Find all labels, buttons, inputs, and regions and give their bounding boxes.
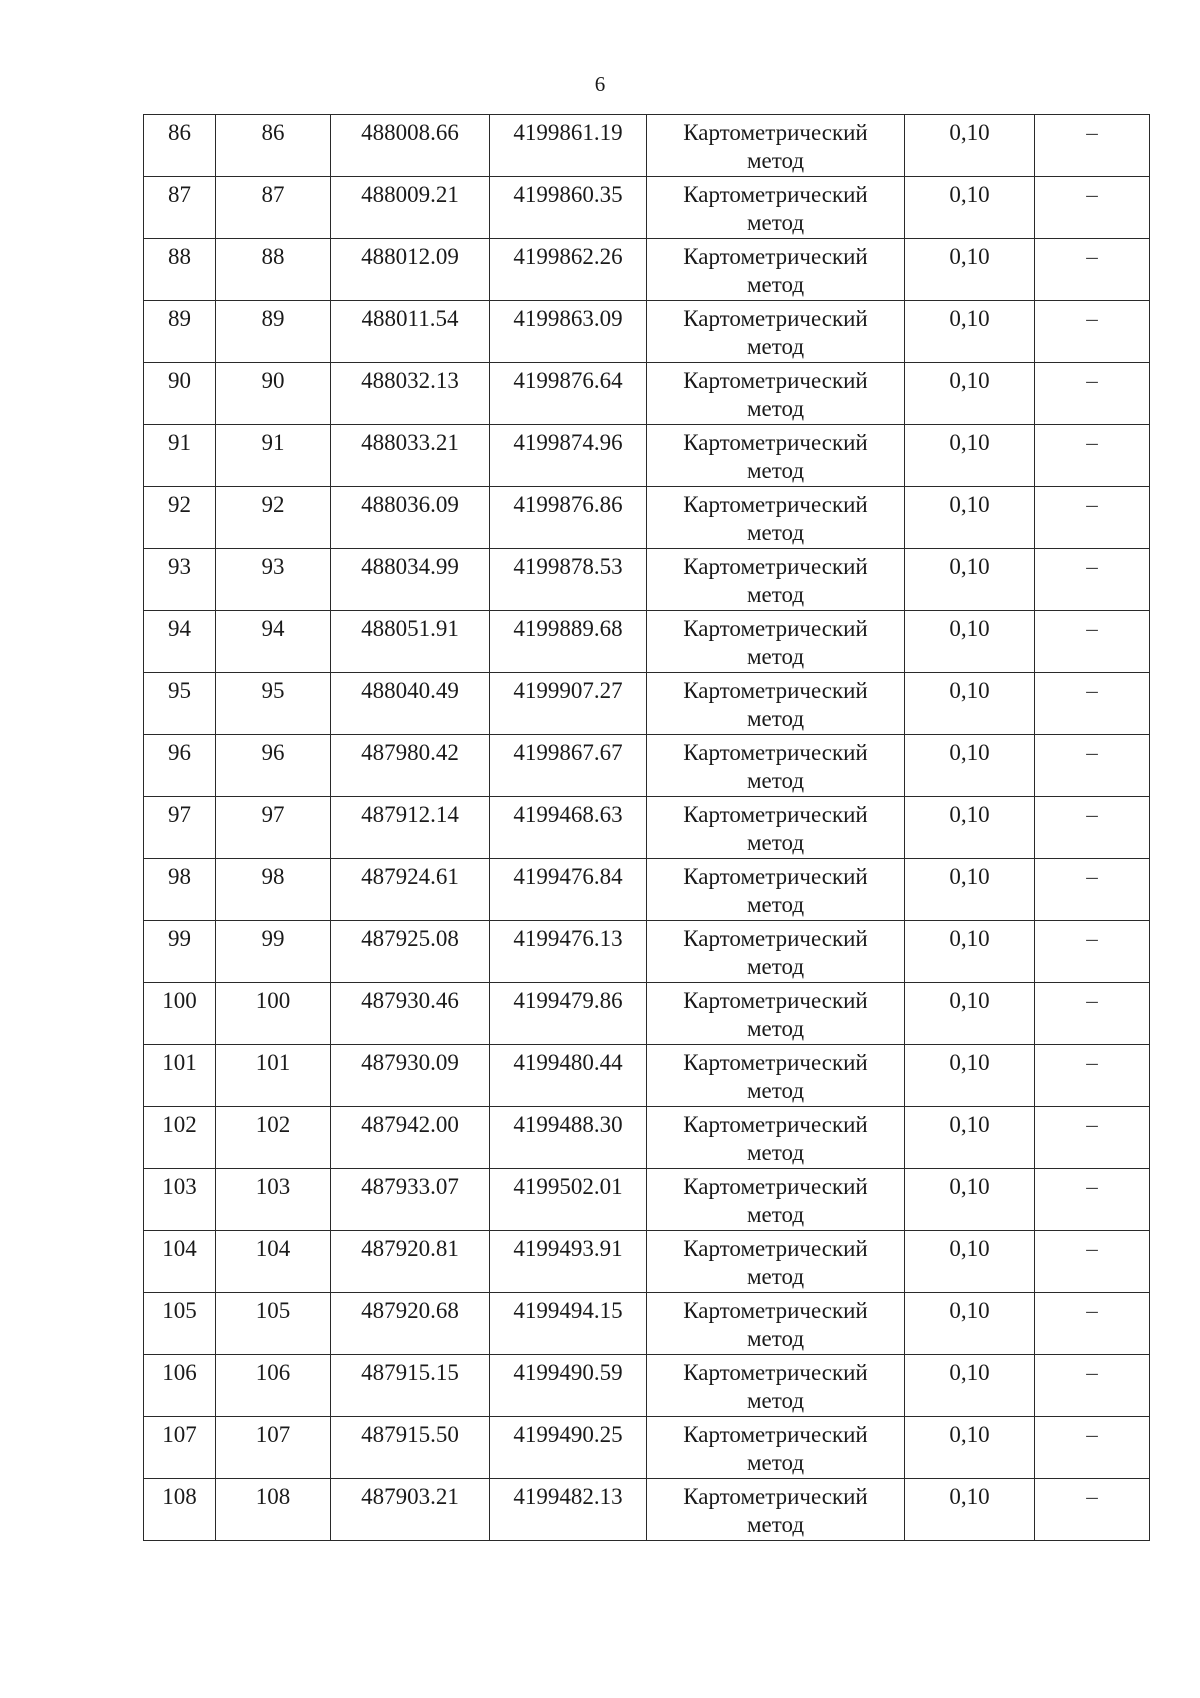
method-cell — [647, 1293, 905, 1355]
y-coordinate-cell: 4199490.59 — [490, 1355, 647, 1417]
point-number-alt-cell: 103 — [216, 1169, 331, 1231]
point-number-cell: 106 — [144, 1355, 216, 1417]
x-coordinate-cell: 487903.21 — [331, 1479, 490, 1541]
point-number-cell: 94 — [144, 611, 216, 673]
x-coordinate-cell: 488009.21 — [331, 177, 490, 239]
x-coordinate-cell: 488051.91 — [331, 611, 490, 673]
y-coordinate-cell: 4199482.13 — [490, 1479, 647, 1541]
x-coordinate-cell: 488011.54 — [331, 301, 490, 363]
method-cell — [647, 673, 905, 735]
table-row — [144, 487, 1150, 549]
point-number-alt-cell: 97 — [216, 797, 331, 859]
note-cell: – — [1035, 983, 1150, 1045]
point-number-cell: 86 — [144, 115, 216, 177]
point-number-alt-cell: 87 — [216, 177, 331, 239]
x-coordinate-cell: 488032.13 — [331, 363, 490, 425]
accuracy-cell: 0,10 — [905, 1231, 1035, 1293]
method-cell — [647, 859, 905, 921]
table-row — [144, 983, 1150, 1045]
point-number-alt-cell: 95 — [216, 673, 331, 735]
table-row — [144, 1045, 1150, 1107]
note-cell: – — [1035, 115, 1150, 177]
point-number-alt-cell: 99 — [216, 921, 331, 983]
point-number-cell: 105 — [144, 1293, 216, 1355]
method-cell — [647, 1417, 905, 1479]
point-number-cell: 101 — [144, 1045, 216, 1107]
y-coordinate-cell: 4199502.01 — [490, 1169, 647, 1231]
point-number-cell: 97 — [144, 797, 216, 859]
point-number-alt-cell: 88 — [216, 239, 331, 301]
table-row — [144, 1479, 1150, 1541]
method-line-1: Картометрический — [683, 368, 868, 393]
method-cell — [647, 1479, 905, 1541]
method-cell — [647, 735, 905, 797]
accuracy-cell: 0,10 — [905, 487, 1035, 549]
accuracy-cell: 0,10 — [905, 363, 1035, 425]
table-row — [144, 611, 1150, 673]
method-line-2: метод — [746, 1450, 805, 1475]
point-number-alt-cell: 100 — [216, 983, 331, 1045]
method-line-1: Картометрический — [683, 802, 868, 827]
point-number-cell: 91 — [144, 425, 216, 487]
y-coordinate-cell: 4199876.64 — [490, 363, 647, 425]
x-coordinate-cell: 487920.81 — [331, 1231, 490, 1293]
accuracy-cell: 0,10 — [905, 797, 1035, 859]
point-number-cell: 103 — [144, 1169, 216, 1231]
method-line-1: Картометрический — [683, 1236, 868, 1261]
x-coordinate-cell: 487915.50 — [331, 1417, 490, 1479]
table-row — [144, 1231, 1150, 1293]
method-line-2: метод — [746, 768, 805, 793]
point-number-alt-cell: 93 — [216, 549, 331, 611]
method-line-2: метод — [746, 1078, 805, 1103]
point-number-cell: 95 — [144, 673, 216, 735]
point-number-cell: 90 — [144, 363, 216, 425]
method-cell — [647, 301, 905, 363]
method-line-2: метод — [746, 1016, 805, 1041]
note-cell: – — [1035, 549, 1150, 611]
accuracy-cell: 0,10 — [905, 177, 1035, 239]
note-cell: – — [1035, 611, 1150, 673]
note-cell: – — [1035, 363, 1150, 425]
method-line-1: Картометрический — [683, 616, 868, 641]
x-coordinate-cell: 487915.15 — [331, 1355, 490, 1417]
method-cell — [647, 921, 905, 983]
point-number-cell: 89 — [144, 301, 216, 363]
point-number-cell: 99 — [144, 921, 216, 983]
point-number-cell: 100 — [144, 983, 216, 1045]
point-number-cell: 108 — [144, 1479, 216, 1541]
accuracy-cell: 0,10 — [905, 1045, 1035, 1107]
method-cell — [647, 1355, 905, 1417]
method-line-1: Картометрический — [683, 988, 868, 1013]
method-cell — [647, 487, 905, 549]
method-line-1: Картометрический — [683, 306, 868, 331]
accuracy-cell: 0,10 — [905, 301, 1035, 363]
note-cell: – — [1035, 735, 1150, 797]
point-number-alt-cell: 89 — [216, 301, 331, 363]
point-number-alt-cell: 91 — [216, 425, 331, 487]
x-coordinate-cell: 487942.00 — [331, 1107, 490, 1169]
point-number-alt-cell: 106 — [216, 1355, 331, 1417]
note-cell: – — [1035, 797, 1150, 859]
note-cell: – — [1035, 177, 1150, 239]
point-number-alt-cell: 96 — [216, 735, 331, 797]
note-cell: – — [1035, 239, 1150, 301]
table-row — [144, 177, 1150, 239]
method-cell — [647, 983, 905, 1045]
method-line-1: Картометрический — [683, 740, 868, 765]
method-cell — [647, 425, 905, 487]
method-line-2: метод — [746, 272, 805, 297]
table-row — [144, 921, 1150, 983]
point-number-alt-cell: 107 — [216, 1417, 331, 1479]
method-line-1: Картометрический — [683, 1050, 868, 1075]
table-row — [144, 425, 1150, 487]
point-number-alt-cell: 98 — [216, 859, 331, 921]
y-coordinate-cell: 4199494.15 — [490, 1293, 647, 1355]
accuracy-cell: 0,10 — [905, 1293, 1035, 1355]
accuracy-cell: 0,10 — [905, 1107, 1035, 1169]
y-coordinate-cell: 4199860.35 — [490, 177, 647, 239]
method-line-1: Картометрический — [683, 492, 868, 517]
accuracy-cell: 0,10 — [905, 1169, 1035, 1231]
point-number-alt-cell: 102 — [216, 1107, 331, 1169]
method-line-1: Картометрический — [683, 1112, 868, 1137]
method-line-2: метод — [746, 148, 805, 173]
accuracy-cell: 0,10 — [905, 1417, 1035, 1479]
note-cell: – — [1035, 1231, 1150, 1293]
note-cell: – — [1035, 1355, 1150, 1417]
method-line-1: Картометрический — [683, 1298, 868, 1323]
accuracy-cell: 0,10 — [905, 115, 1035, 177]
table-row — [144, 673, 1150, 735]
table-row — [144, 797, 1150, 859]
method-line-1: Картометрический — [683, 182, 868, 207]
point-number-cell: 93 — [144, 549, 216, 611]
method-line-2: метод — [746, 396, 805, 421]
y-coordinate-cell: 4199476.84 — [490, 859, 647, 921]
y-coordinate-cell: 4199862.26 — [490, 239, 647, 301]
note-cell: – — [1035, 1169, 1150, 1231]
accuracy-cell: 0,10 — [905, 549, 1035, 611]
table-row — [144, 1355, 1150, 1417]
method-cell — [647, 177, 905, 239]
x-coordinate-cell: 488036.09 — [331, 487, 490, 549]
note-cell: – — [1035, 1417, 1150, 1479]
x-coordinate-cell: 487912.14 — [331, 797, 490, 859]
point-number-cell: 107 — [144, 1417, 216, 1479]
method-line-2: метод — [746, 334, 805, 359]
y-coordinate-cell: 4199867.67 — [490, 735, 647, 797]
point-number-alt-cell: 101 — [216, 1045, 331, 1107]
point-number-alt-cell: 105 — [216, 1293, 331, 1355]
note-cell: – — [1035, 301, 1150, 363]
method-cell — [647, 115, 905, 177]
y-coordinate-cell: 4199907.27 — [490, 673, 647, 735]
accuracy-cell: 0,10 — [905, 1479, 1035, 1541]
y-coordinate-cell: 4199476.13 — [490, 921, 647, 983]
method-line-2: метод — [746, 1140, 805, 1165]
method-line-1: Картометрический — [683, 554, 868, 579]
method-line-1: Картометрический — [683, 678, 868, 703]
x-coordinate-cell: 487925.08 — [331, 921, 490, 983]
point-number-alt-cell: 108 — [216, 1479, 331, 1541]
point-number-alt-cell: 86 — [216, 115, 331, 177]
method-line-2: метод — [746, 1202, 805, 1227]
note-cell: – — [1035, 673, 1150, 735]
table-row — [144, 301, 1150, 363]
method-line-2: метод — [746, 210, 805, 235]
table-row — [144, 549, 1150, 611]
point-number-cell: 96 — [144, 735, 216, 797]
method-line-2: метод — [746, 1264, 805, 1289]
coordinates-table — [143, 114, 1150, 1541]
table-row — [144, 363, 1150, 425]
y-coordinate-cell: 4199874.96 — [490, 425, 647, 487]
accuracy-cell: 0,10 — [905, 921, 1035, 983]
x-coordinate-cell: 488033.21 — [331, 425, 490, 487]
method-line-1: Картометрический — [683, 1484, 868, 1509]
y-coordinate-cell: 4199863.09 — [490, 301, 647, 363]
method-line-1: Картометрический — [683, 120, 868, 145]
method-line-1: Картометрический — [683, 1422, 868, 1447]
method-cell — [647, 1107, 905, 1169]
method-cell — [647, 549, 905, 611]
accuracy-cell: 0,10 — [905, 983, 1035, 1045]
x-coordinate-cell: 487933.07 — [331, 1169, 490, 1231]
x-coordinate-cell: 487924.61 — [331, 859, 490, 921]
table-row — [144, 735, 1150, 797]
method-line-2: метод — [746, 520, 805, 545]
method-line-2: метод — [746, 1512, 805, 1537]
method-cell — [647, 1169, 905, 1231]
point-number-alt-cell: 94 — [216, 611, 331, 673]
x-coordinate-cell: 488008.66 — [331, 115, 490, 177]
point-number-cell: 87 — [144, 177, 216, 239]
method-line-2: метод — [746, 644, 805, 669]
method-line-2: метод — [746, 892, 805, 917]
method-line-1: Картометрический — [683, 926, 868, 951]
method-line-1: Картометрический — [683, 244, 868, 269]
method-line-1: Картометрический — [683, 864, 868, 889]
accuracy-cell: 0,10 — [905, 425, 1035, 487]
accuracy-cell: 0,10 — [905, 611, 1035, 673]
page-number: 6 — [594, 72, 606, 96]
method-line-2: метод — [746, 582, 805, 607]
method-line-1: Картометрический — [683, 430, 868, 455]
y-coordinate-cell: 4199889.68 — [490, 611, 647, 673]
y-coordinate-cell: 4199876.86 — [490, 487, 647, 549]
method-line-2: метод — [746, 1326, 805, 1351]
table-row — [144, 1169, 1150, 1231]
note-cell: – — [1035, 1479, 1150, 1541]
table-row — [144, 1417, 1150, 1479]
x-coordinate-cell: 488034.99 — [331, 549, 490, 611]
point-number-alt-cell: 90 — [216, 363, 331, 425]
point-number-alt-cell: 92 — [216, 487, 331, 549]
note-cell: – — [1035, 425, 1150, 487]
table-body — [144, 115, 1150, 1541]
y-coordinate-cell: 4199479.86 — [490, 983, 647, 1045]
table-row — [144, 1107, 1150, 1169]
method-line-2: метод — [746, 1388, 805, 1413]
note-cell: – — [1035, 1293, 1150, 1355]
accuracy-cell: 0,10 — [905, 673, 1035, 735]
point-number-alt-cell: 104 — [216, 1231, 331, 1293]
x-coordinate-cell: 487980.42 — [331, 735, 490, 797]
accuracy-cell: 0,10 — [905, 859, 1035, 921]
table-row — [144, 1293, 1150, 1355]
y-coordinate-cell: 4199493.91 — [490, 1231, 647, 1293]
method-cell — [647, 611, 905, 673]
method-line-1: Картометрический — [683, 1174, 868, 1199]
method-cell — [647, 363, 905, 425]
method-cell — [647, 1045, 905, 1107]
accuracy-cell: 0,10 — [905, 239, 1035, 301]
x-coordinate-cell: 487920.68 — [331, 1293, 490, 1355]
point-number-cell: 92 — [144, 487, 216, 549]
y-coordinate-cell: 4199488.30 — [490, 1107, 647, 1169]
point-number-cell: 98 — [144, 859, 216, 921]
method-line-2: метод — [746, 830, 805, 855]
note-cell: – — [1035, 921, 1150, 983]
accuracy-cell: 0,10 — [905, 735, 1035, 797]
y-coordinate-cell: 4199490.25 — [490, 1417, 647, 1479]
x-coordinate-cell: 488012.09 — [331, 239, 490, 301]
point-number-cell: 88 — [144, 239, 216, 301]
point-number-cell: 102 — [144, 1107, 216, 1169]
method-line-1: Картометрический — [683, 1360, 868, 1385]
accuracy-cell: 0,10 — [905, 1355, 1035, 1417]
method-line-2: метод — [746, 954, 805, 979]
method-cell — [647, 1231, 905, 1293]
method-line-2: метод — [746, 706, 805, 731]
y-coordinate-cell: 4199480.44 — [490, 1045, 647, 1107]
x-coordinate-cell: 488040.49 — [331, 673, 490, 735]
y-coordinate-cell: 4199878.53 — [490, 549, 647, 611]
table-row — [144, 239, 1150, 301]
note-cell: – — [1035, 1045, 1150, 1107]
y-coordinate-cell: 4199861.19 — [490, 115, 647, 177]
note-cell: – — [1035, 487, 1150, 549]
table-row — [144, 859, 1150, 921]
method-line-2: метод — [746, 458, 805, 483]
x-coordinate-cell: 487930.46 — [331, 983, 490, 1045]
x-coordinate-cell: 487930.09 — [331, 1045, 490, 1107]
table-row — [144, 115, 1150, 177]
method-cell — [647, 239, 905, 301]
note-cell: – — [1035, 1107, 1150, 1169]
point-number-cell: 104 — [144, 1231, 216, 1293]
note-cell: – — [1035, 859, 1150, 921]
method-cell — [647, 797, 905, 859]
y-coordinate-cell: 4199468.63 — [490, 797, 647, 859]
